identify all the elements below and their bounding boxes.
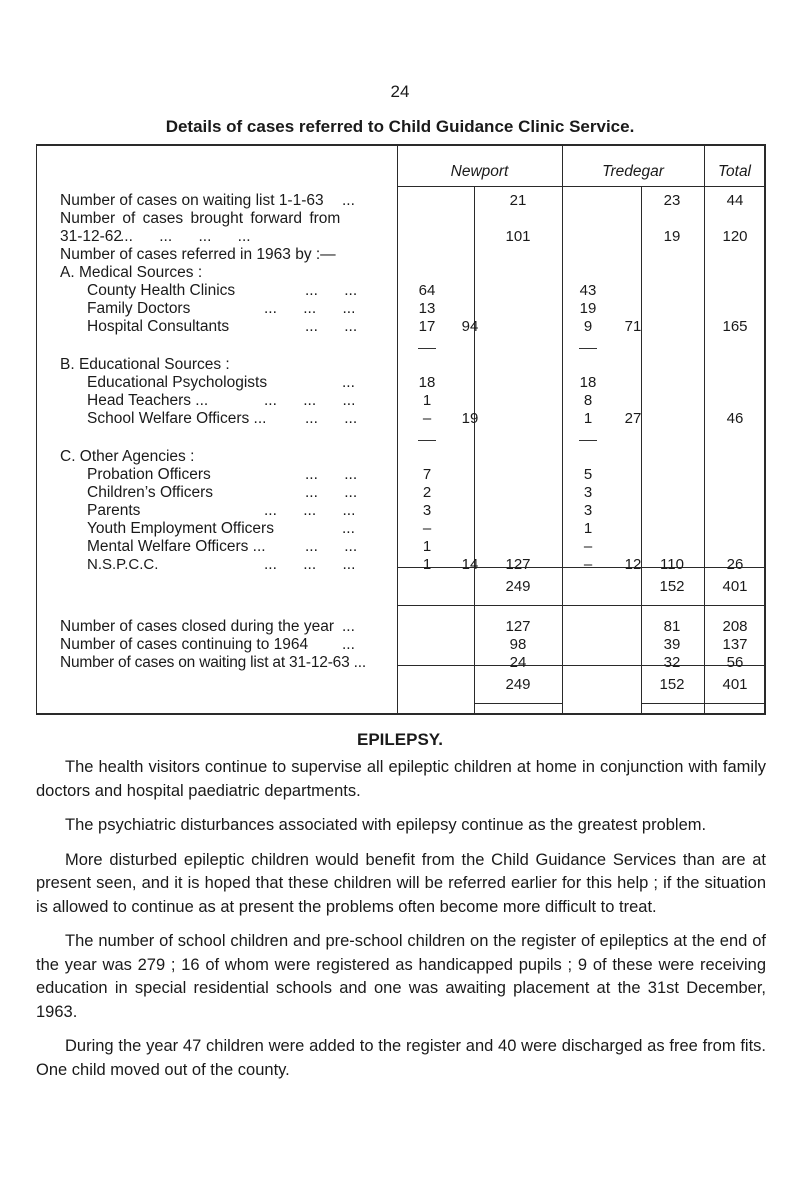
- cell-total-in-newport: 249: [505, 578, 531, 595]
- header-newport: Newport: [450, 163, 509, 180]
- label-childrens: Children’s Officers: [87, 484, 214, 501]
- label-probation: Probation Officers: [87, 466, 211, 483]
- cell-nspcc-newport: 1: [422, 556, 432, 573]
- subtotal-rule: [418, 348, 436, 349]
- subtotal-out-bottom-n: [474, 703, 562, 704]
- cell-forward-total: 120: [722, 228, 748, 245]
- cell-nspcc-tredegar: –: [583, 556, 593, 573]
- cell-total-out-total: 401: [722, 676, 748, 693]
- paragraph: More disturbed epileptic children would benefit from the Child Guidance Services than are at present seen, and it is hoped that these children will be referred earlier for this help ; if the situation is allowed to continue as at present the problems often become more difficult to treat.: [36, 850, 766, 916]
- cell-hospital-newport: 17: [418, 318, 436, 335]
- cell-closed-tredegar: 81: [663, 618, 681, 635]
- epilepsy-heading: EPILEPSY.: [357, 730, 443, 749]
- col-line-3: [562, 144, 563, 714]
- cell-head-newport: 1: [422, 392, 432, 409]
- col-line-2: [474, 186, 475, 714]
- cell-head-tredegar: 8: [583, 392, 593, 409]
- cell-childrens-newport: 2: [422, 484, 432, 501]
- label-youth: Youth Employment Officers: [87, 520, 274, 537]
- dots: ... ...: [305, 538, 358, 555]
- cell-hospital-newport-group: 94: [461, 318, 479, 335]
- cell-closed-newport: 127: [505, 618, 531, 635]
- cell-edpsych-newport: 18: [418, 374, 436, 391]
- cell-county-newport: 64: [418, 282, 436, 299]
- label-welfare: School Welfare Officers ...: [87, 410, 267, 427]
- cell-family-tredegar: 19: [579, 300, 597, 317]
- cell-parents-newport: 3: [422, 502, 432, 519]
- cell-nspcc-total: 26: [726, 556, 744, 573]
- table-right-border: [764, 144, 766, 715]
- subtotal-out-bottom-t: [641, 703, 765, 704]
- dots: ... ...: [305, 484, 358, 501]
- cell-waiting-tredegar: 23: [663, 192, 681, 209]
- table-left-border: [36, 144, 37, 715]
- cell-total-out-newport: 249: [505, 676, 531, 693]
- dots: ...: [342, 374, 355, 391]
- cell-continuing-tredegar: 39: [663, 636, 681, 653]
- cell-nspcc-newport-sub: 127: [505, 556, 531, 573]
- dots: ... ... ...: [264, 392, 356, 409]
- cell-nspcc-tredegar-sub: 110: [660, 556, 684, 573]
- dots: ...: [342, 520, 355, 537]
- dots: ... ...: [305, 318, 358, 335]
- cell-edpsych-tredegar: 18: [579, 374, 597, 391]
- cell-hospital-tredegar: 9: [583, 318, 593, 335]
- dots: ... ... ...: [264, 300, 356, 317]
- cell-mental-newport: 1: [422, 538, 432, 555]
- label-family: Family Doctors: [87, 300, 191, 317]
- label-county: County Health Clinics: [87, 282, 236, 299]
- cell-total-out-tredegar: 152: [659, 676, 685, 693]
- cell-welfare-newport-group: 19: [461, 410, 479, 427]
- label-hospital: Hospital Consultants: [87, 318, 230, 335]
- subtotal-in-bottom: [397, 605, 765, 606]
- cell-closed-total: 208: [722, 618, 748, 635]
- label-section-b: B. Educational Sources :: [60, 356, 230, 373]
- cell-youth-newport: –: [422, 520, 432, 537]
- page-number: 24: [390, 82, 410, 101]
- cell-county-tredegar: 43: [579, 282, 597, 299]
- label-section-a: A. Medical Sources :: [60, 264, 203, 281]
- cell-waiting-end-newport: 24: [509, 654, 527, 671]
- paragraph: During the year 47 children were added to the register and 40 were discharged as free from fits. One child moved out of the county.: [36, 1037, 766, 1079]
- cell-probation-tredegar: 5: [583, 466, 593, 483]
- dots: ...: [342, 192, 355, 209]
- col-line-1: [397, 144, 398, 714]
- cell-total-in-tredegar: 152: [659, 578, 685, 595]
- paragraph: The psychiatric disturbances associated with epilepsy continue as the greatest problem.: [65, 816, 707, 834]
- dots: ... ...: [305, 410, 358, 427]
- cell-mental-tredegar: –: [583, 538, 593, 555]
- dots: ... ... ... ...: [120, 228, 251, 245]
- cell-waiting-end-tredegar: 32: [663, 654, 681, 671]
- col-line-5: [704, 144, 705, 714]
- label-waiting: Number of cases on waiting list 1-1-63: [60, 192, 324, 209]
- dots: ...: [342, 618, 355, 635]
- paragraph: The number of school children and pre-school children on the register of epileptics at the end of the year was 279 ; 16 of whom were registered as handicapped pupils ; 9 of these were receiving education in special residential schools and one was awaiting placement at the 31st December, 1963.: [36, 932, 766, 1021]
- table-top-border: [36, 144, 765, 146]
- dots: ... ...: [305, 466, 358, 483]
- label-head: Head Teachers ...: [87, 392, 209, 409]
- col-line-4: [641, 186, 642, 714]
- cell-continuing-newport: 98: [509, 636, 527, 653]
- cell-forward-newport: 101: [505, 228, 531, 245]
- cell-childrens-tredegar: 3: [583, 484, 593, 501]
- cell-hospital-tredegar-group: 71: [624, 318, 642, 335]
- label-continuing: Number of cases continuing to 1964: [60, 636, 309, 653]
- dots: ... ...: [305, 282, 358, 299]
- dots: ... ... ...: [264, 502, 356, 519]
- cell-welfare-newport: –: [422, 410, 432, 427]
- cell-probation-newport: 7: [422, 466, 432, 483]
- table-title: Details of cases referred to Child Guidance Clinic Service.: [165, 117, 635, 136]
- label-closed: Number of cases closed during the year: [60, 618, 334, 635]
- header-tredegar: Tredegar: [602, 163, 664, 180]
- label-referred: Number of cases referred in 1963 by :—: [60, 246, 336, 263]
- label-edpsych: Educational Psychologists: [87, 374, 268, 391]
- cell-waiting-newport: 21: [509, 192, 527, 209]
- cell-nspcc-newport-group: 14: [461, 556, 479, 573]
- cell-welfare-tredegar-group: 27: [624, 410, 642, 427]
- label-waiting-end: Number of cases on waiting list at 31-12-63 ...: [60, 654, 366, 671]
- cell-hospital-total: 165: [722, 318, 748, 335]
- cell-waiting-end-total: 56: [726, 654, 744, 671]
- label-section-c: C. Other Agencies :: [60, 448, 195, 465]
- label-nspcc: N.S.P.C.C.: [87, 556, 159, 573]
- cell-youth-tredegar: 1: [583, 520, 593, 537]
- cell-welfare-tredegar: 1: [583, 410, 593, 427]
- label-forward-2: 31-12-62: [60, 228, 123, 245]
- label-mental: Mental Welfare Officers ...: [87, 538, 266, 555]
- cell-forward-tredegar: 19: [663, 228, 681, 245]
- header-total: Total: [717, 163, 752, 180]
- cell-nspcc-tredegar-group: 12: [624, 556, 642, 573]
- table-bottom-border: [36, 713, 765, 715]
- cell-family-newport: 13: [418, 300, 436, 317]
- label-parents: Parents: [87, 502, 141, 519]
- subtotal-rule: [579, 348, 597, 349]
- cell-parents-tredegar: 3: [583, 502, 593, 519]
- dots: ... ... ...: [264, 556, 356, 573]
- cell-total-in-total: 401: [722, 578, 748, 595]
- label-forward-1: Number of cases brought forward from: [60, 210, 341, 227]
- dots: ...: [342, 636, 355, 653]
- paragraph: The health visitors continue to supervise all epileptic children at home in conjunction with family doctors and hospital paediatric departments.: [36, 758, 766, 800]
- cell-waiting-total: 44: [726, 192, 744, 209]
- cell-welfare-total: 46: [726, 410, 744, 427]
- subtotal-rule: [418, 440, 436, 441]
- epilepsy-body: [36, 756, 766, 1082]
- header-separator: [397, 186, 765, 187]
- subtotal-rule: [579, 440, 597, 441]
- cell-continuing-total: 137: [722, 636, 748, 653]
